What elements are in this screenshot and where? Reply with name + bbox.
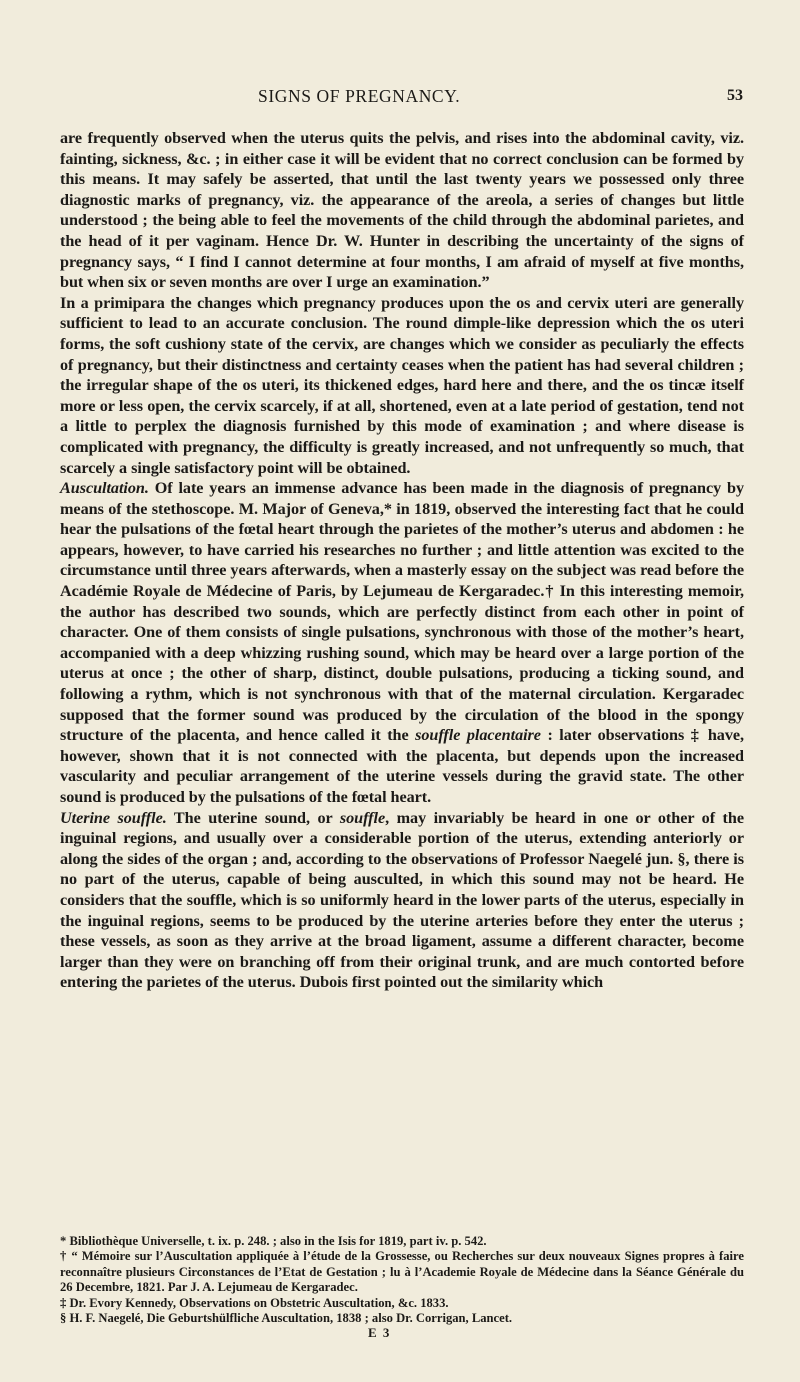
running-head: SIGNS OF PREGNANCY. bbox=[258, 86, 461, 106]
footnote-dagger: † “ Mémoire sur l’Auscultation appliquée à l’étude de la Grossesse, ou Recherches sur deux nouveaux Signes propres à faire reconnaître plusieurs Circonstances de l’Etat de Gestation ; lu à l’Academie Royale de Médecine dans la Séance Générale du 26 Decembre, 1821. Par J. A. Lejumeau de Kergaradec. bbox=[60, 1249, 744, 1295]
paragraph-auscultation bbox=[60, 478, 744, 808]
page-number: 53 bbox=[727, 87, 743, 104]
italic-term: souffle bbox=[339, 808, 386, 827]
paragraph-text: In a primipara the changes which pregnancy produces upon the os and cervix uteri are generally sufficient to lead to an accurate conclusion. The round dimple-like depression which the os uteri forms, the soft cushiony state of the cervix, are changes which we consider as peculiarly the effects of pregnancy, but their distinctness and certainty ceases when the patient has had several children ; the irregular shape of the os uteri, its thickened edges, hard here and there, and the os tincæ itself more or less open, the cervix scarcely, if at all, shortened, even at a late period of gestation, tend not a little to perplex the diagnosis furnished by this mode of examination ; and where disease is complicated with pregnancy, the difficulty is greatly increased, and not unfrequently so much, that scarcely a single satisfactory point will be obtained. bbox=[60, 293, 744, 477]
footnote-section: § H. F. Naegelé, Die Geburtshülfliche Auscultation, 1838 ; also Dr. Corrigan, Lancet. bbox=[60, 1311, 513, 1326]
signature-mark: E 3 bbox=[368, 1325, 391, 1340]
section-lead-uterine-souffle: Uterine souffle. bbox=[60, 808, 167, 827]
paragraph-text-continued: , may invariably be heard in one or other of the inguinal regions, and usually over a considerable portion of the uterus, extending anteriorly or along the sides of the organ ; and, according to the observations of Professor Naegelé jun. §, there is no part of the uterus, capable of being ausculted, in which this sound may not be heard. He considers that the souffle, which is so uniformly heard in the lower parts of the uterus, especially in the inguinal regions, seems to be produced by the uterine arteries before they enter the uterus ; these vessels, as soon as they arrive at the broad ligament, assume a different character, become larger than they were on branching off from their original trunk, and are much contorted before entering the parietes of the uterus. Dubois first pointed out the similarity which bbox=[60, 808, 744, 992]
footnote-asterisk: * Bibliothèque Universelle, t. ix. p. 248. ; also in the Isis for 1819, part iv. p. 542. bbox=[60, 1234, 487, 1248]
paragraph-1 bbox=[60, 128, 744, 293]
paragraph-text-continued: : later observations ‡ have, however, shown that it is not connected with the placenta, but depends upon the increased vascularity and peculiar arrangement of the uterine vessels during the gravid state. The other sound is produced by the pulsations of the fœtal heart. bbox=[60, 726, 744, 806]
paragraph-uterine-souffle bbox=[60, 808, 744, 993]
body-text bbox=[60, 128, 744, 993]
footnotes bbox=[60, 1234, 744, 1326]
italic-term: souffle placentaire bbox=[415, 726, 541, 745]
footnote-double-dagger: ‡ Dr. Evory Kennedy, Observations on Obstetric Auscultation, &c. 1833. bbox=[60, 1295, 449, 1310]
section-lead-auscultation: Auscultation. bbox=[60, 479, 149, 498]
paragraph-2 bbox=[60, 293, 744, 478]
page-header bbox=[0, 86, 800, 110]
paragraph-text: The uterine sound, or bbox=[166, 808, 340, 827]
paragraph-text: are frequently observed when the uterus quits the pelvis, and rises into the abdominal cavity, viz. fainting, sickness, &c. ; in either case it will be evident that no correct conclusion can be formed by this means. It may safely be asserted, that until the last twenty years we possessed only three diagnostic marks of pregnancy, viz. the appearance of the areola, a series of changes but little understood ; the being able to feel the movements of the child through the abdominal parietes, and the head of it per vaginam. Hence Dr. W. Hunter in describing the uncertainty of the signs of pregnancy says, “ I find I cannot determine at four months, I am afraid of myself at five months, but when six or seven months are over I urge an examination.” bbox=[60, 129, 744, 292]
paragraph-text: Of late years an immense advance has been made in the diagnosis of pregnancy by means of the stethoscope. M. Major of Geneva,* in 1819, observed the interesting fact that he could hear the pulsations of the fœtal heart through the parietes of the mother’s uterus and abdomen : he appears, however, to have carried his researches no further ; and little attention was excited to the circumstance until three years afterwards, when a masterly essay on the subject was read before the Académie Royale de Médecine of Paris, by Lejumeau de Kergaradec.† In this interesting memoir, the author has described two sounds, which are perfectly distinct from each other in point of character. One of them consists of single pulsations, synchronous with those of the mother’s heart, accompanied with a deep whizzing rushing sound, which may be heard over a large portion of the uterus at once ; the other of sharp, distinct, double pulsations, producing a ticking sound, and following a rythm, which is not synchronous with that of the maternal circulation. Kergaradec supposed that the former sound was produced by the circulation of the blood in the spongy structure of the placenta, and hence called it the bbox=[60, 479, 744, 745]
